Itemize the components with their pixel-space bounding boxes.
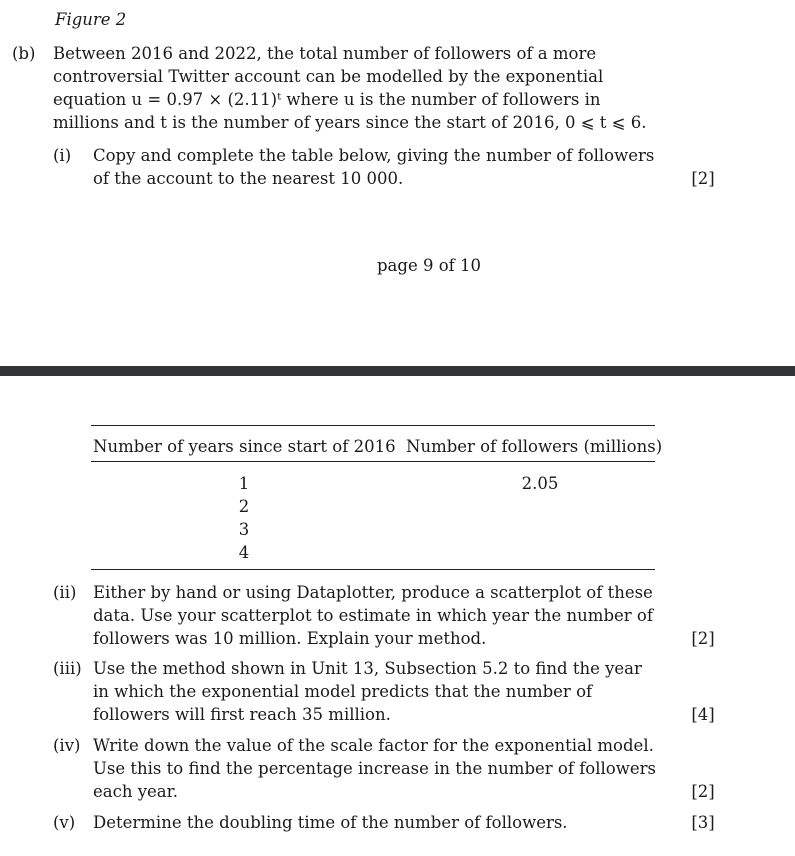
question-iii-marks: [4] xyxy=(691,705,715,724)
table-header-years: Number of years since start of 2016 xyxy=(93,437,396,456)
part-b-line-4: millions and t is the number of years since the start of 2016, 0 ⩽ t ⩽ 6. xyxy=(53,113,647,132)
question-v-line-1: Determine the doubling time of the number of followers. xyxy=(93,813,568,832)
question-i-marks: [2] xyxy=(691,169,715,188)
part-b-line-1: Between 2016 and 2022, the total number of followers of a more xyxy=(53,44,597,63)
question-ii-line-3: followers was 10 million. Explain your method. xyxy=(93,629,487,648)
part-b-line-3: equation u = 0.97 × (2.11)ᵗ where u is the number of followers in xyxy=(53,90,601,109)
table-cell-year: 1 xyxy=(238,474,250,493)
figure-caption: Figure 2 xyxy=(55,10,127,29)
question-ii-marks: [2] xyxy=(691,629,715,648)
page-separator xyxy=(0,366,795,376)
question-iv-line-3: each year. xyxy=(93,782,178,801)
table-header-rule xyxy=(91,461,655,462)
table-cell-year: 4 xyxy=(238,543,250,562)
table-cell-year: 2 xyxy=(238,497,250,516)
part-b-label: (b) xyxy=(12,44,36,63)
page-footer: page 9 of 10 xyxy=(377,256,481,275)
question-iii-line-1: Use the method shown in Unit 13, Subsection 5.2 to find the year xyxy=(93,659,642,678)
part-b-line-2: controversial Twitter account can be modelled by the exponential xyxy=(53,67,604,86)
table-top-rule xyxy=(91,425,655,426)
question-iii-line-3: followers will first reach 35 million. xyxy=(93,705,391,724)
question-iv-marks: [2] xyxy=(691,782,715,801)
table-header-followers: Number of followers (millions) xyxy=(406,437,663,456)
question-ii-label: (ii) xyxy=(53,583,77,602)
question-v-label: (v) xyxy=(53,813,76,832)
table-cell-followers: 2.05 xyxy=(521,474,559,493)
question-ii-line-2: data. Use your scatterplot to estimate in which year the number of xyxy=(93,606,653,625)
question-ii-line-1: Either by hand or using Dataplotter, produce a scatterplot of these xyxy=(93,583,653,602)
question-iv-line-1: Write down the value of the scale factor for the exponential model. xyxy=(93,736,654,755)
question-iii-line-2: in which the exponential model predicts that the number of xyxy=(93,682,593,701)
question-i-line-2: of the account to the nearest 10 000. xyxy=(93,169,404,188)
question-i-label: (i) xyxy=(53,146,72,165)
question-iv-line-2: Use this to find the percentage increase in the number of followers xyxy=(93,759,656,778)
table-bottom-rule xyxy=(91,569,655,570)
table-cell-year: 3 xyxy=(238,520,250,539)
question-iv-label: (iv) xyxy=(53,736,81,755)
question-iii-label: (iii) xyxy=(53,659,82,678)
question-v-marks: [3] xyxy=(691,813,715,832)
question-i-line-1: Copy and complete the table below, giving the number of followers xyxy=(93,146,655,165)
